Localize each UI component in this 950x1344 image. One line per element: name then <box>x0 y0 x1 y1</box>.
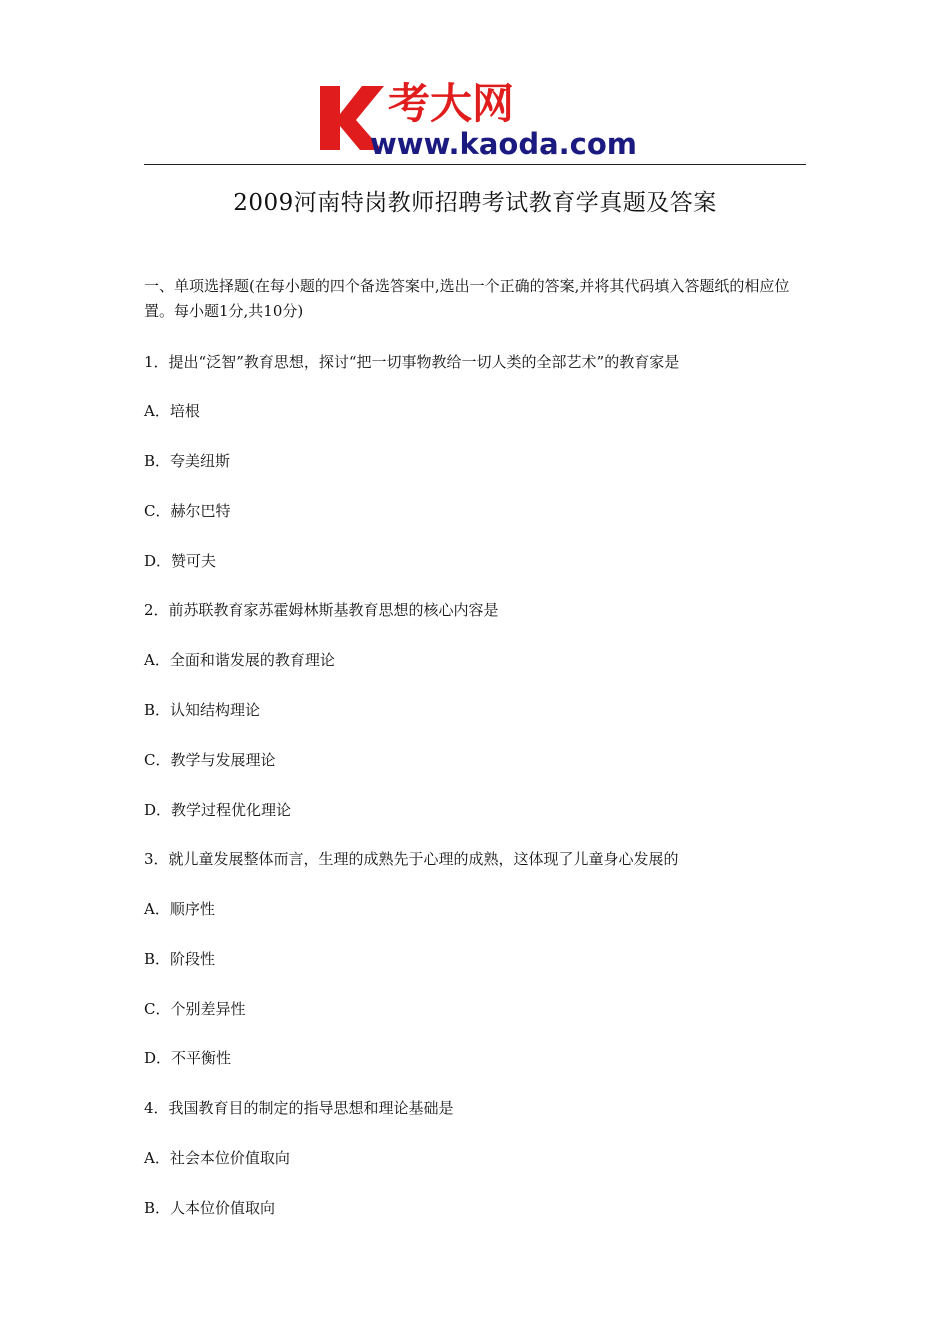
answer-option: D．教学过程优化理论 <box>144 801 292 819</box>
kaoda-logo-graphic <box>318 78 648 160</box>
answer-option: B．夸美纽斯 <box>144 452 231 470</box>
header-divider <box>144 164 806 165</box>
answer-option: C．个别差异性 <box>144 1000 246 1018</box>
section-intro: 一、单项选择题(在每小题的四个备选答案中,选出一个正确的答案,并将其代码填入答题纸的相应位置。每小题1分,共10分) <box>144 277 790 320</box>
answer-option: B．认知结构理论 <box>144 701 261 719</box>
logo-url-text: www.kaoda.com <box>370 127 637 160</box>
answer-option: D．不平衡性 <box>144 1049 232 1067</box>
answer-option: A．全面和谐发展的教育理论 <box>144 651 335 669</box>
kaoda-logo <box>318 78 648 160</box>
answer-option: D．赞可夫 <box>144 552 217 570</box>
document-title: 2009河南特岗教师招聘考试教育学真题及答案 <box>233 190 717 216</box>
answer-option: A．培根 <box>144 402 200 420</box>
answer-option: C．赫尔巴特 <box>144 502 231 520</box>
answer-option: C．教学与发展理论 <box>144 751 276 769</box>
question-stem: 1．提出“泛智”教育思想，探讨“把一切事物教给一切人类的全部艺术”的教育家是 <box>144 353 680 371</box>
answer-option: B．阶段性 <box>144 950 216 968</box>
question-stem: 4．我国教育目的制定的指导思想和理论基础是 <box>144 1099 454 1117</box>
question-stem: 2．前苏联教育家苏霍姆林斯基教育思想的核心内容是 <box>144 601 499 619</box>
answer-option: A．社会本位价值取向 <box>144 1149 290 1167</box>
answer-option: A．顺序性 <box>144 900 215 918</box>
logo-brand-text: 考大网 <box>388 79 515 128</box>
question-stem: 3．就儿童发展整体而言，生理的成熟先于心理的成熟，这体现了儿童身心发展的 <box>144 850 679 868</box>
answer-option: B．人本位价值取向 <box>144 1199 276 1217</box>
